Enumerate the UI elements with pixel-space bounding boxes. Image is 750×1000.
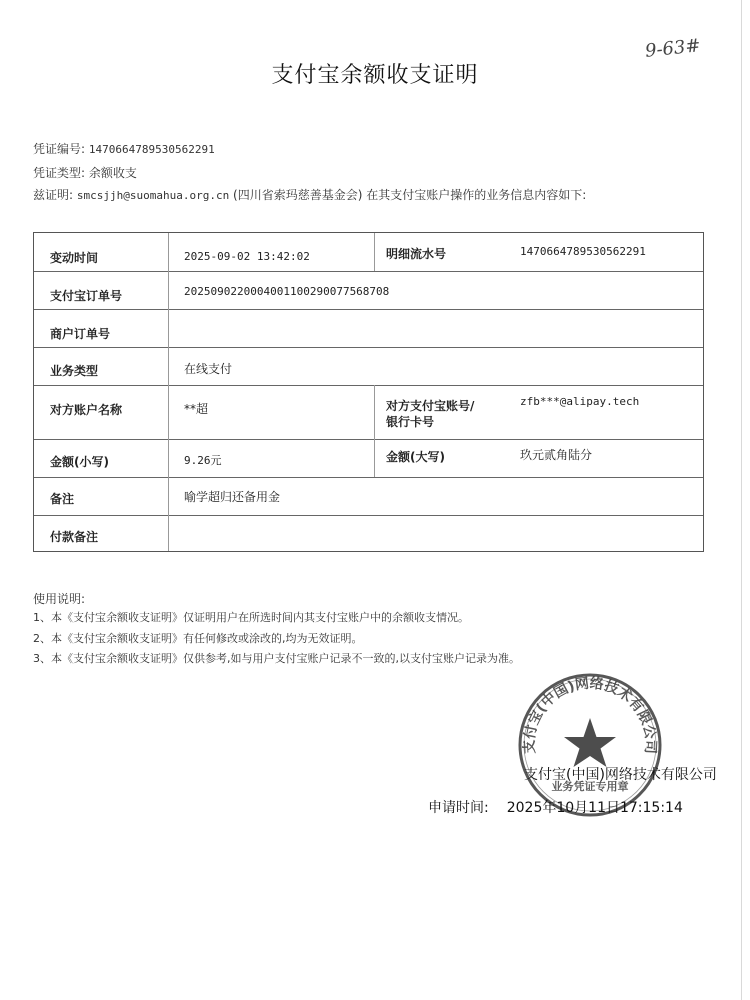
page-edge-line <box>741 0 742 1000</box>
alipay-order-value: 2025090220004001100290077568708 <box>184 285 390 298</box>
business-type-value: 在线支付 <box>184 362 233 376</box>
payment-remark-label: 付款备注 <box>50 530 99 544</box>
voucher-type-line <box>33 164 137 181</box>
serial-number-value: 1470664789530562291 <box>520 245 646 258</box>
voucher-type-label: 凭证类型: <box>33 166 86 180</box>
merchant-order-label: 商户订单号 <box>50 327 111 341</box>
note-item-1: 1、本《支付宝余额收支证明》仅证明用户在所选时间内其支付宝账户中的余额收支情况。 <box>33 611 469 624</box>
counterparty-name-value: **超 <box>184 402 209 416</box>
certify-line <box>33 186 586 203</box>
seal-inner-text: 业务凭证专用章 <box>551 780 629 793</box>
voucher-number-label: 凭证编号: <box>33 142 86 156</box>
certify-account: smcsjjh@suomahua.org.cn <box>76 189 230 202</box>
remark-value: 喻学超归还备用金 <box>184 490 281 504</box>
notes-heading: 使用说明: <box>33 592 86 606</box>
counterparty-account-value: zfb***@alipay.tech <box>520 395 640 408</box>
counterparty-account-label-1: 对方支付宝账号/ <box>386 399 475 413</box>
detail-table <box>33 232 704 552</box>
apply-time-line <box>428 797 683 817</box>
seal-star-icon <box>564 718 616 767</box>
seal-outer-text: 支付宝(中国)网络技术有限公司 <box>521 675 659 755</box>
note-item-2: 2、本《支付宝余额收支证明》有任何修改或涂改的,均为无效证明。 <box>33 632 363 645</box>
change-time-value: 2025-09-02 13:42:02 <box>184 250 310 263</box>
serial-number-label: 明细流水号 <box>386 247 447 261</box>
certify-text: (四川省索玛慈善基金会) 在其支付宝账户操作的业务信息内容如下: <box>233 188 587 202</box>
certify-label: 兹证明: <box>33 188 74 202</box>
issuer-company: 支付宝(中国)网络技术有限公司 <box>524 767 717 783</box>
voucher-number-line <box>33 140 215 157</box>
document-title: 支付宝余额收支证明 <box>271 63 479 88</box>
counterparty-account-label-2: 银行卡号 <box>386 415 435 429</box>
alipay-order-label: 支付宝订单号 <box>50 289 123 303</box>
amount-small-label: 金额(小写) <box>50 455 109 469</box>
remark-label: 备注 <box>50 492 75 506</box>
voucher-number-value: 1470664789530562291 <box>88 143 215 156</box>
change-time-label: 变动时间 <box>50 251 99 265</box>
handwritten-note: 9-63# <box>644 35 702 62</box>
voucher-type-value: 余额收支 <box>88 166 137 180</box>
business-type-label: 业务类型 <box>50 364 99 378</box>
counterparty-name-label: 对方账户名称 <box>50 403 123 417</box>
amount-small-value: 9.26元 <box>184 454 222 467</box>
apply-time-value: 2025年10月11日17:15:14 <box>506 800 683 816</box>
amount-big-value: 玖元贰角陆分 <box>520 448 593 462</box>
note-item-3: 3、本《支付宝余额收支证明》仅供参考,如与用户支付宝账户记录不一致的,以支付宝账户记录为准。 <box>33 652 520 665</box>
apply-time-label: 申请时间: <box>428 800 489 816</box>
amount-big-label: 金额(大写) <box>386 450 445 464</box>
